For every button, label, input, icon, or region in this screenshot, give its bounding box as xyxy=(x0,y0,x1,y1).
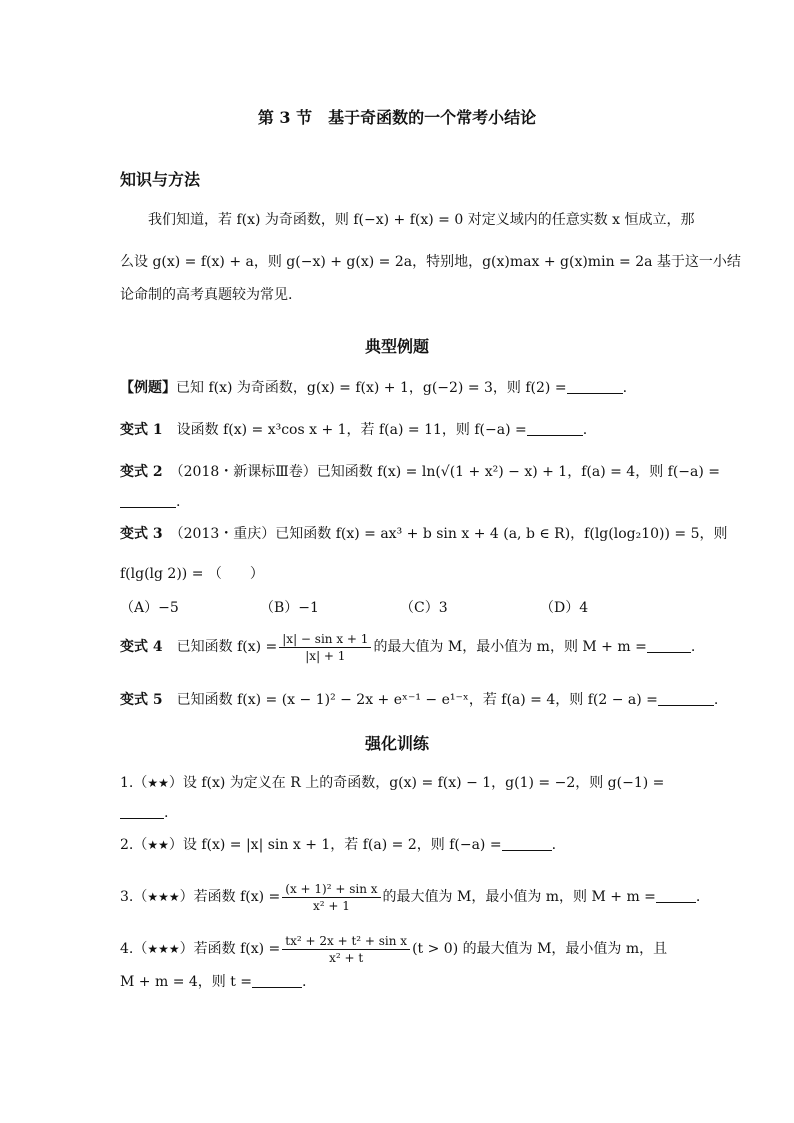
answer-blank xyxy=(658,691,714,706)
training-4-text-2: M + m = 4，则 t = xyxy=(120,974,253,990)
training-4-post: (t > 0) 的最大值为 M，最小值为 m，且 xyxy=(412,941,668,957)
answer-blank xyxy=(120,493,176,508)
training-1-number: 1.（ xyxy=(120,775,148,791)
fraction-denominator: x² + 1 xyxy=(312,898,350,913)
variant-4-post: 的最大值为 M，最小值为 m，则 M + m = xyxy=(373,639,647,655)
variant-2-blank-line: . xyxy=(120,492,680,512)
example-problem: 【例题】已知 f(x) 为奇函数，g(x) = f(x) + 1，g(−2) = 3，则 f(2) = . xyxy=(120,380,628,396)
difficulty-stars-icon: ★★★ xyxy=(147,942,180,956)
training-2-number: 2.（ xyxy=(120,837,148,853)
option-b: （B）−1 xyxy=(260,600,319,616)
variant-5-text: 已知函数 f(x) = (x − 1)² − 2x + eˣ⁻¹ − e¹⁻ˣ，若 f(a) = 4，则 f(2 − a) = xyxy=(176,692,658,708)
fraction-numerator: |x| − sin x + 1 xyxy=(279,631,371,648)
variant-1-label: 变式 1 xyxy=(120,422,163,438)
example-label: 【例题】 xyxy=(120,380,176,396)
option-a: （A）−5 xyxy=(120,600,179,616)
example-text: 已知 f(x) 为奇函数，g(x) = f(x) + 1，g(−2) = 3，则 f(2) = xyxy=(176,380,567,396)
training-1 xyxy=(120,773,680,793)
answer-blank xyxy=(502,836,552,851)
training-3-post: 的最大值为 M，最小值为 m，则 M + m = xyxy=(382,889,656,905)
intro-paragraph-line-3: 论命制的高考真题较为常见. xyxy=(120,287,293,303)
training-2-text: ）设 f(x) = |x| sin x + 1，若 f(a) = 2，则 f(−a) = xyxy=(168,837,502,853)
training-3: 3.（★★★）若函数 f(x) = $\frac{\text{(x + 1)² + sin x}}{\text{x² + 1}}$ 的最大值为 M，最小值为 m，则 M + m = . xyxy=(120,881,701,913)
fraction-numerator: tx² + 2x + t² + sin x xyxy=(282,933,410,950)
variant-1-text: 设函数 f(x) = x³cos x + 1，若 f(a) = 11，则 f(−a) = xyxy=(176,422,527,438)
section-heading-knowledge: 知识与方法 xyxy=(120,170,201,189)
fraction-numerator: (x + 1)² + sin x xyxy=(282,881,380,898)
training-2: 2.（★★）设 f(x) = |x| sin x + 1，若 f(a) = 2，则 f(−a) = . xyxy=(120,837,557,853)
section-heading-training: 强化训练 xyxy=(364,734,429,753)
training-3-fraction xyxy=(282,881,380,914)
answer-blank xyxy=(647,638,691,653)
variant-3-options xyxy=(120,598,680,618)
variant-5: 变式 5 已知函数 f(x) = (x − 1)² − 2x + eˣ⁻¹ − e¹⁻ˣ，若 f(a) = 4，则 f(2 − a) = . xyxy=(120,692,719,708)
variant-3-label: 变式 3 xyxy=(120,526,163,542)
answer-blank xyxy=(656,888,696,903)
variant-5-label: 变式 5 xyxy=(120,692,163,708)
training-4-fraction xyxy=(282,933,410,966)
variant-3-question: f(lg(lg 2)) = （ ） xyxy=(120,566,264,582)
variant-3 xyxy=(120,524,728,544)
training-4-text: ）若函数 f(x) = xyxy=(179,941,281,957)
section-heading-examples: 典型例题 xyxy=(364,337,429,356)
variant-4: 变式 4 已知函数 f(x) = $\frac{\text{|x| − sin x + 1}}{|x| + 1}$ 的最大值为 M，最小值为 m，则 M + m = . xyxy=(120,631,696,663)
training-4 xyxy=(120,932,680,966)
variant-1: 变式 1 设函数 f(x) = x³cos x + 1，若 f(a) = 11，则 f(−a) = . xyxy=(120,422,588,438)
difficulty-stars-icon: ★★ xyxy=(147,838,169,852)
training-3-text: ）若函数 f(x) = xyxy=(179,889,281,905)
fraction-denominator: |x| + 1 xyxy=(305,648,346,663)
training-4-number: 4.（ xyxy=(120,941,148,957)
variant-2-label: 变式 2 xyxy=(120,464,163,480)
option-c: （C）3 xyxy=(400,600,448,616)
difficulty-stars-icon: ★★ xyxy=(147,776,169,790)
variant-4-fraction xyxy=(279,631,371,664)
intro-paragraph-line-2: 么设 g(x) = f(x) + a，则 g(−x) + g(x) = 2a，特别地，g(x)max + g(x)min = 2a 基于这一小结 xyxy=(120,254,741,270)
option-d: （D）4 xyxy=(540,600,589,616)
fraction-denominator: x² + t xyxy=(329,950,364,965)
intro-paragraph-line-1: 我们知道，若 f(x) 为奇函数，则 f(−x) + f(x) = 0 对定义域内的任意实数 x 恒成立，那 xyxy=(148,212,695,228)
answer-blank xyxy=(527,421,583,436)
answer-blank xyxy=(567,379,623,394)
difficulty-stars-icon: ★★★ xyxy=(147,890,180,904)
variant-3-text: （2013・重庆）已知函数 f(x) = ax³ + b sin x + 4 (a, b ∈ R)，f(lg(log₂10)) = 5，则 xyxy=(176,526,728,542)
answer-blank xyxy=(252,973,302,988)
training-1-blank-line: . xyxy=(120,803,680,823)
variant-4-label: 变式 4 xyxy=(120,639,163,655)
training-3-number: 3.（ xyxy=(120,889,148,905)
variant-2-text: （2018・新课标Ⅲ卷）已知函数 f(x) = ln(√(1 + x²) − x) + 1，f(a) = 4，则 f(−a) = xyxy=(176,464,721,480)
answer-blank xyxy=(120,804,164,819)
variant-2 xyxy=(120,462,721,482)
page-title: 第 3 节 基于奇函数的一个常考小结论 xyxy=(257,108,537,127)
training-4-line-2: M + m = 4，则 t = . xyxy=(120,974,307,990)
training-1-text: ）设 f(x) 为定义在 R 上的奇函数，g(x) = f(x) − 1，g(1) = −2，则 g(−1) = xyxy=(168,775,665,791)
variant-4-pre: 已知函数 f(x) = xyxy=(176,639,278,655)
